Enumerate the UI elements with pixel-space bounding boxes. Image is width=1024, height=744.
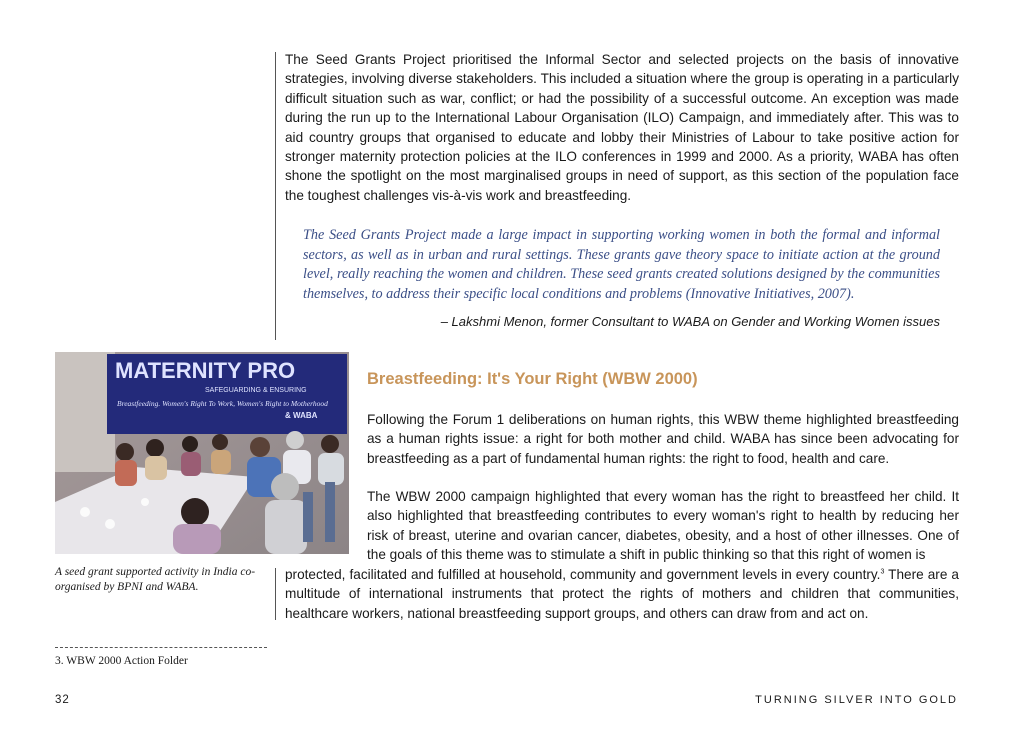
banner-subtitle: SAFEGUARDING & ENSURING [205, 387, 307, 394]
meeting-photo-illustration [55, 352, 349, 554]
meeting-photo [55, 352, 349, 554]
footnote-divider [55, 647, 267, 648]
quote-attribution: – Lakshmi Menon, former Consultant to WABA on Gender and Working Women issues [440, 314, 940, 329]
left-rule-bottom [275, 568, 276, 620]
photo-caption: A seed grant supported activity in India co-organised by BPNI and WABA. [55, 566, 256, 593]
page-number: 32 [55, 694, 70, 706]
section-paragraph-2: The WBW 2000 campaign highlighted that every woman has the right to breastfeed her child. It also highlighted that breastfeeding contributes to every woman's right to health by reducing her risk of breast, uterine and ovarian cancer, diabetes, obesity, and a host of other illnesses. One of the goals of this theme was to stimulate a shift in public thinking so that this right of women is [367, 489, 959, 563]
banner-title: MATERNITY PRO [115, 358, 296, 383]
banner-org: & WABA [285, 411, 318, 420]
paragraph-text: protected, facilitated and fulfilled at household, community and government levels in every country. [285, 567, 881, 582]
section-paragraph-1: Following the Forum 1 deliberations on human rights, this WBW theme highlighted breastfeeding as a human rights issue: a right for both mother and child. WABA has since been advocating for breastfeeding as a part of fundamental human rights: the right to food, health and care. [367, 412, 959, 466]
intro-paragraph: The Seed Grants Project prioritised the Informal Sector and selected projects on the basis of innovative strategies, involving diverse stakeholders. This included a situation where the group is operating in a particularly difficult situation such as war, conflict; or had the possibility of a successful outcome. An exception was made during the run up to the International Labour Organisation (ILO) Campaign, and immediately after. This was to aid country groups that organised to educate and lobby their Ministries of Labour to take positive action for stronger maternity protection policies at the ILO conferences in 1999 and 2000. As a priority, WABA has often shone the spotlight on the most marginalised groups in need of support, as this section of the population face the toughest challenges vis-à-vis work and breastfeeding. [285, 52, 959, 203]
footnote-marker[interactable]: 3 [880, 568, 885, 576]
running-head: TURNING SILVER INTO GOLD [755, 694, 958, 706]
section-heading: Breastfeeding: It's Your Right (WBW 2000) [367, 370, 698, 388]
pull-quote: The Seed Grants Project made a large impact in supporting working women in both the formal and informal sectors, as well as in urban and rural settings. These grants gave theory space to initiate action at the ground level, really reaching the women and children. These seed grants created solutions designed by the communities themselves, to address their specific local conditions and problems (Innovative Initiatives, 2007). [303, 227, 940, 302]
paragraph-text-end: There are a multitude of international instruments that protect the rights of mothers and children that communities, healthcare workers, national breastfeeding support groups, and others can draw from and act on. [285, 567, 959, 621]
section-paragraph-2-continued [285, 565, 959, 623]
banner-slogan: Breastfeeding. Women's Right To Work, Women's Right to Motherhood [117, 399, 328, 408]
footnote: 3. WBW 2000 Action Folder [55, 655, 188, 667]
left-rule-top [275, 52, 276, 340]
